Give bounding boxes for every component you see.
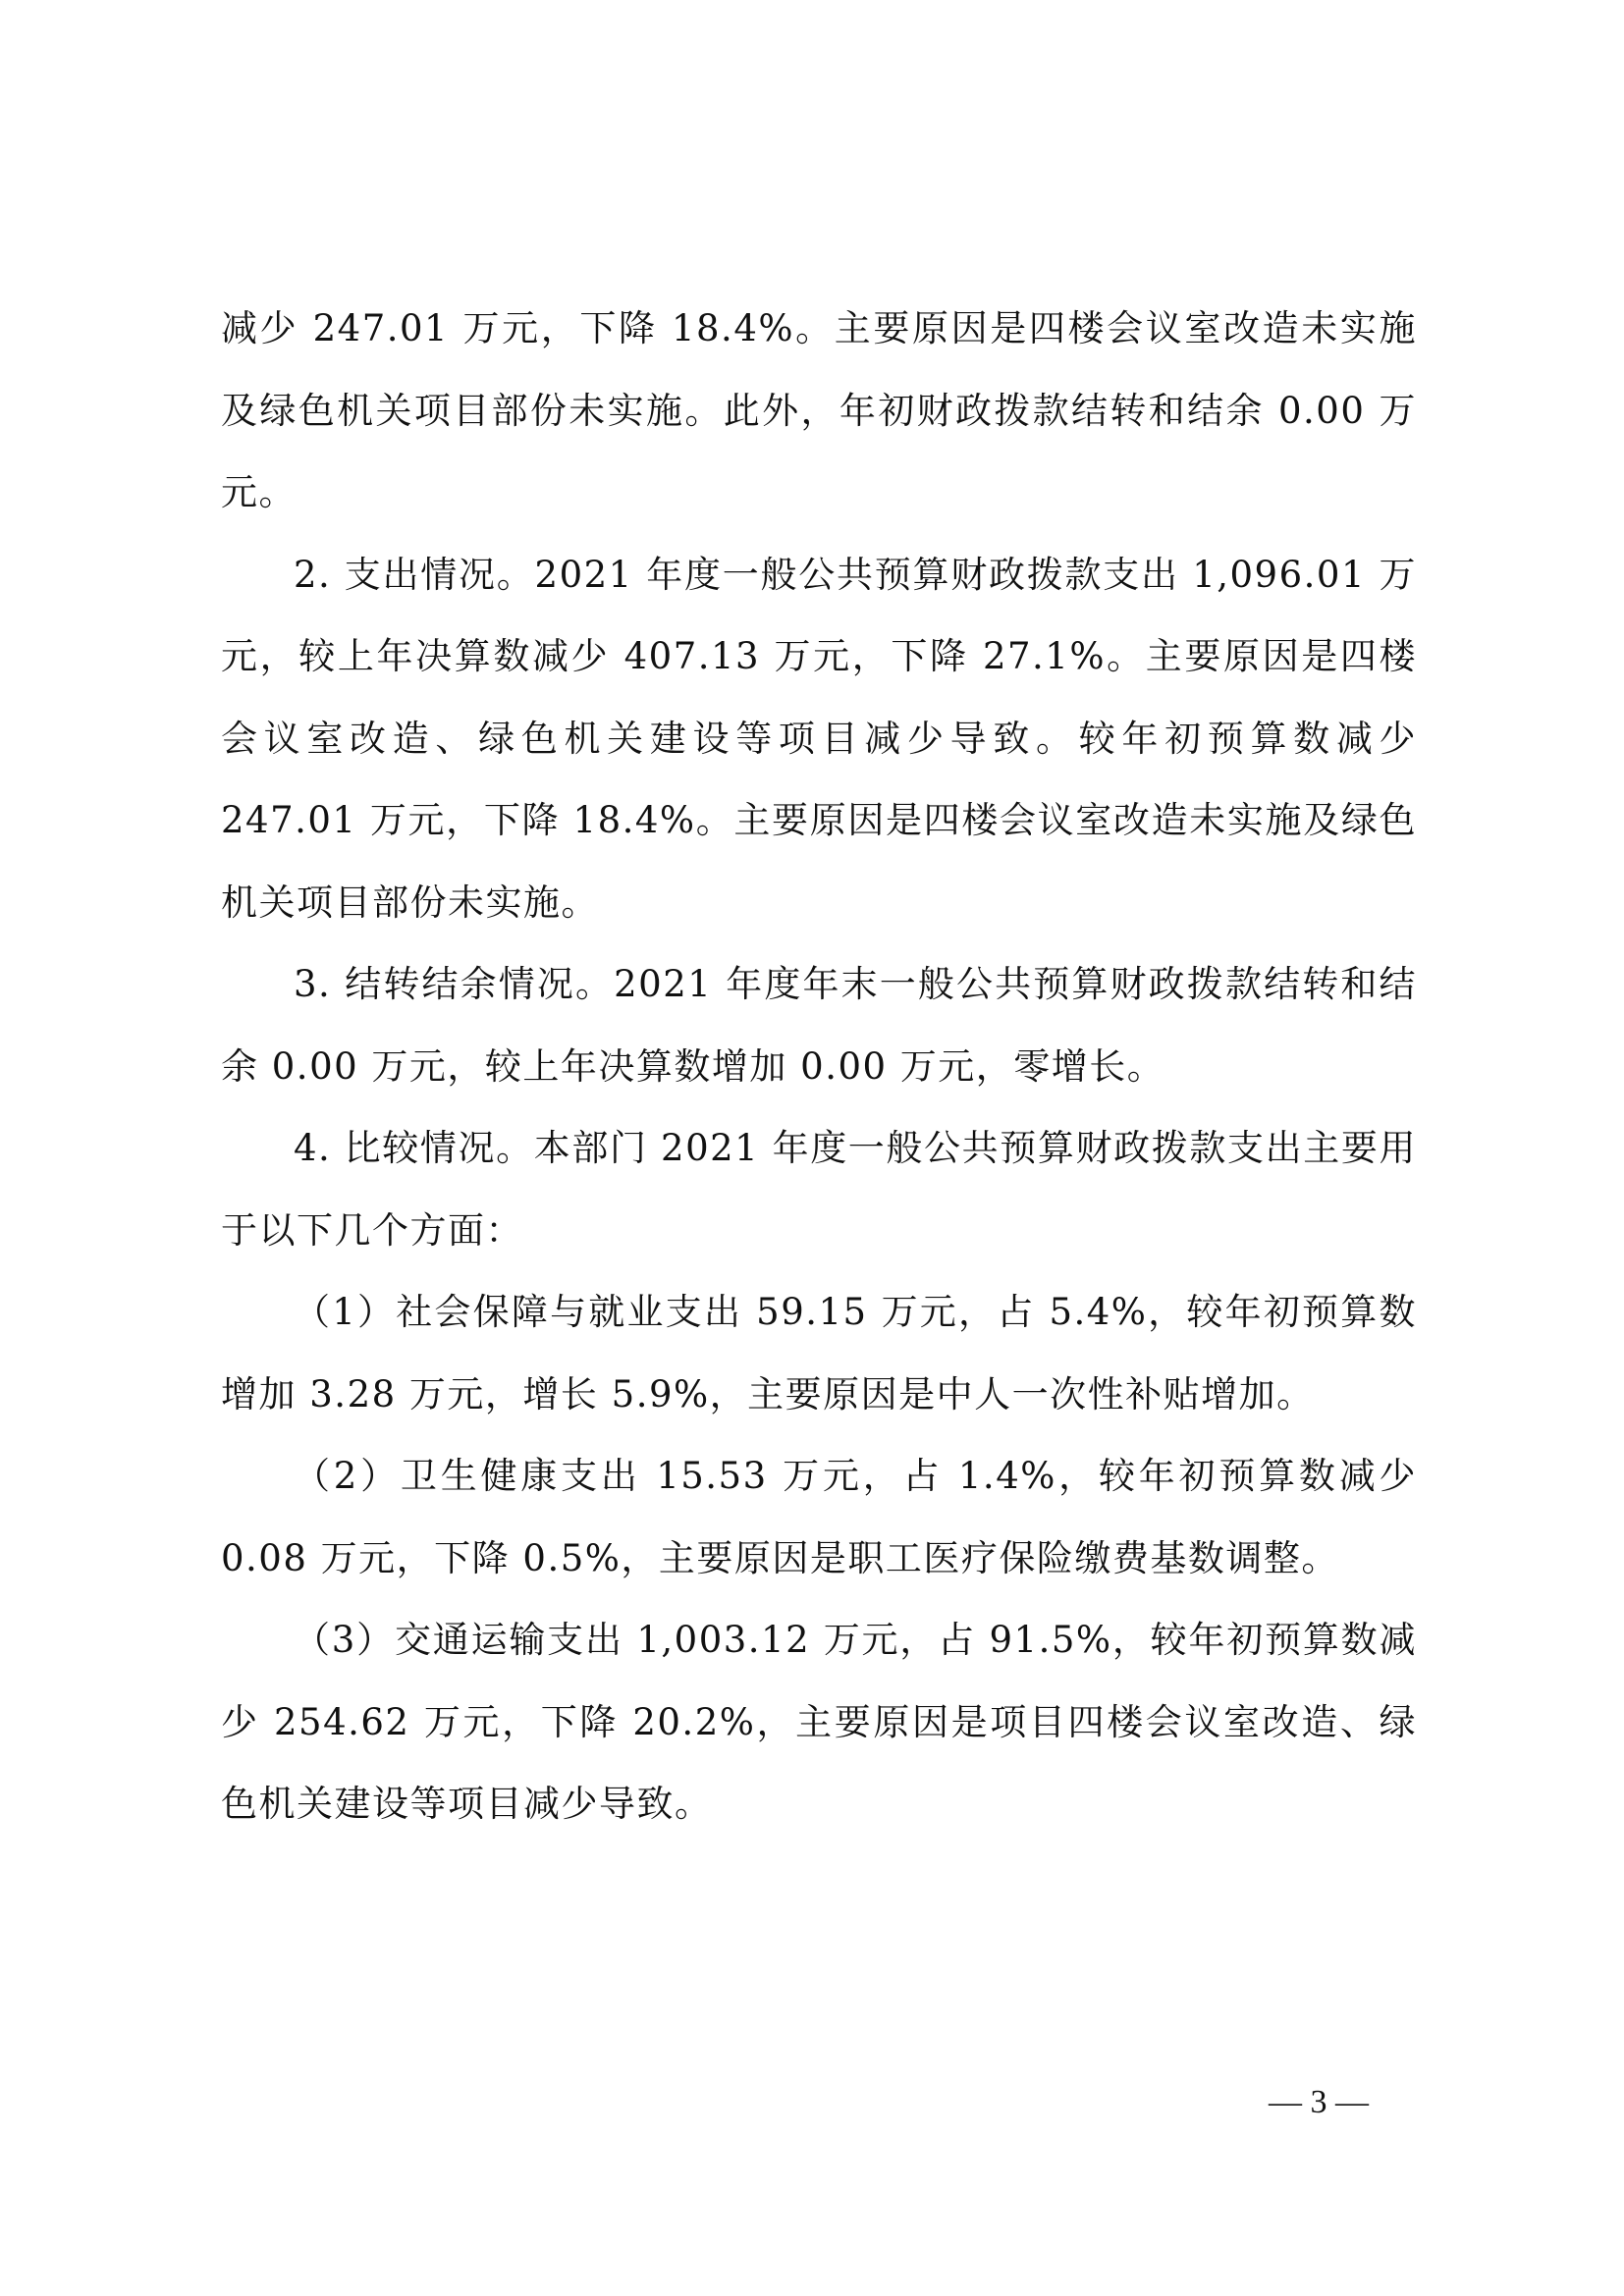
paragraph-expenditure: 2. 支出情况。2021 年度一般公共预算财政拨款支出 1,096.01 万元，较上年决算数减少 407.13 万元，下降 27.1%。主要原因是四楼会议室改造、绿色机关建设等项目减少导致。较年初预算数减少 247.01 万元，下降 18.4%。主要原因是四楼会议室改造未实施及绿色机关项目部份未实施。	[221, 553, 1417, 924]
page-number: — 3 —	[1269, 2084, 1369, 2120]
paragraph-transportation: （3）交通运输支出 1,003.12 万元，占 91.5%，较年初预算数减少 254.62 万元，下降 20.2%，主要原因是项目四楼会议室改造、绿色机关建设等项目减少导致。	[221, 1619, 1417, 1825]
paragraph-health: （2）卫生健康支出 15.53 万元，占 1.4%，较年初预算数减少 0.08 万元，下降 0.5%，主要原因是职工医疗保险缴费基数调整。	[221, 1455, 1417, 1579]
body-text	[221, 288, 1417, 1845]
paragraph-social-security: （1）社会保障与就业支出 59.15 万元，占 5.4%，较年初预算数增加 3.28 万元，增长 5.9%，主要原因是中人一次性补贴增加。	[221, 1291, 1417, 1415]
paragraph-continued-income: 减少 247.01 万元，下降 18.4%。主要原因是四楼会议室改造未实施及绿色机关项目部份未实施。此外，年初财政拨款结转和结余 0.00 万元。	[221, 307, 1417, 513]
paragraph-comparison: 4. 比较情况。本部门 2021 年度一般公共预算财政拨款支出主要用于以下几个方面：	[221, 1127, 1417, 1252]
paragraph-carryover: 3. 结转结余情况。2021 年度年末一般公共预算财政拨款结转和结余 0.00 万元，较上年决算数增加 0.00 万元，零增长。	[221, 963, 1417, 1088]
